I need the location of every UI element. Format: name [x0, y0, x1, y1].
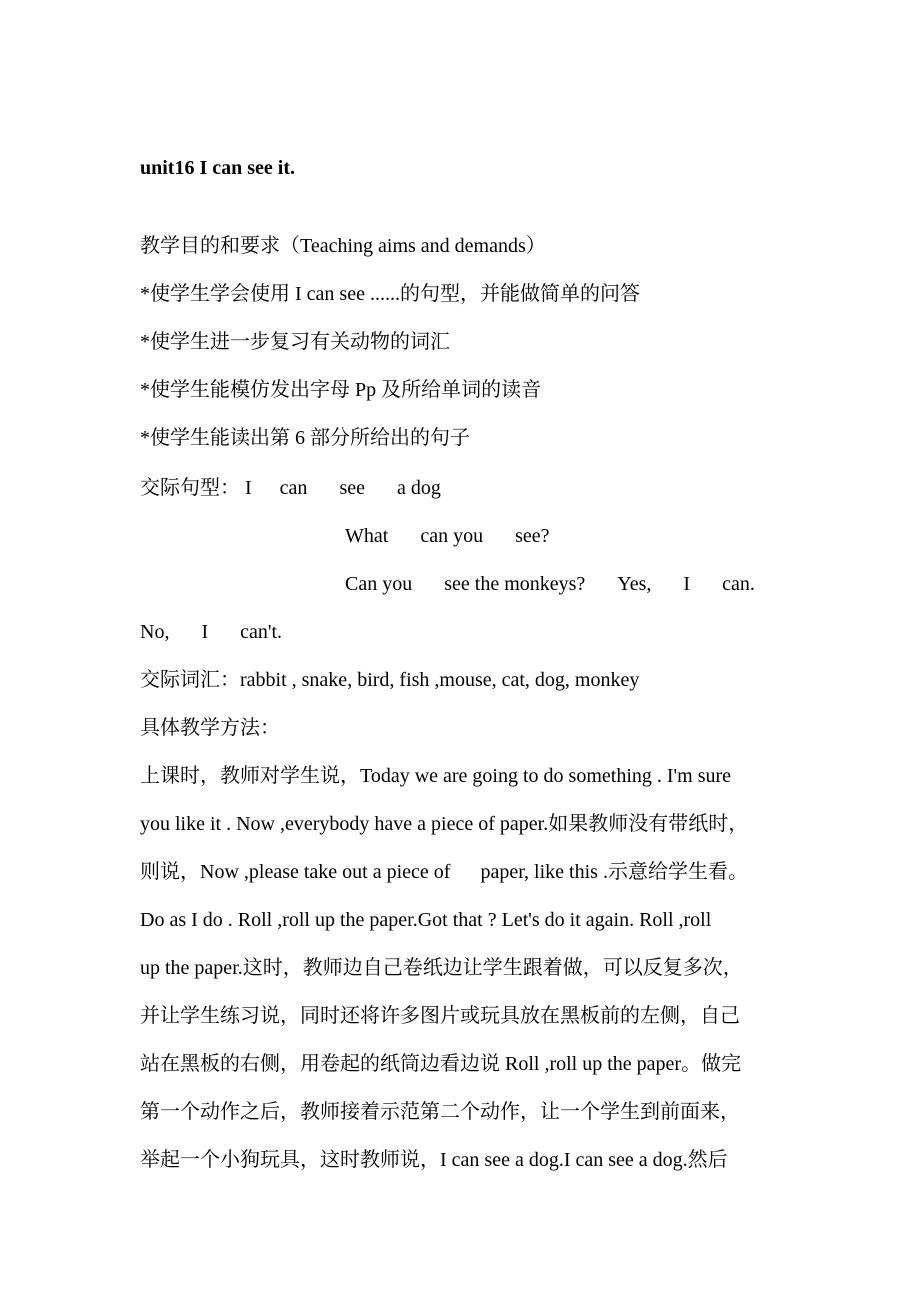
pattern-line-3 — [345, 570, 755, 598]
pattern-word: see — [339, 477, 365, 499]
vocab-label: 交际词汇： — [140, 669, 240, 691]
vocab-line — [140, 666, 639, 694]
method-line: 站在黑板的右侧，用卷起的纸筒边看边说 Roll ,roll up the paper。做完 — [140, 1053, 742, 1075]
method-line: 并让学生练习说，同时还将许多图片或玩具放在黑板前的左侧，自己 — [140, 1005, 740, 1027]
method-line: Do as I do . Roll ,roll up the paper.Got that ? Let's do it again. Roll ,roll — [140, 909, 712, 931]
pattern-label: 交际句型： — [140, 477, 240, 499]
method-line: you like it . Now ,everybody have a piece of paper.如果教师没有带纸时， — [140, 813, 749, 835]
method-heading: 具体教学方法： — [140, 717, 280, 739]
pattern-word: I — [201, 621, 209, 643]
aim-item: *使学生进一步复习有关动物的词汇 — [140, 331, 450, 353]
method-line: 上课时，教师对学生说，Today we are going to do something . I'm sure — [140, 765, 732, 787]
pattern-word: can you — [420, 525, 484, 547]
pattern-word: a dog — [396, 477, 441, 499]
method-line: 举起一个小狗玩具，这时教师说，I can see a dog.I can see a dog.然后 — [140, 1149, 728, 1171]
pattern-line-1 — [140, 474, 441, 502]
method-line: up the paper.这时，教师边自己卷纸边让学生跟着做，可以反复多次， — [140, 957, 743, 979]
aim-item: *使学生能模仿发出字母 Pp 及所给单词的读音 — [140, 379, 542, 401]
aim-item: *使学生能读出第 6 部分所给出的句子 — [140, 427, 470, 449]
pattern-word: I — [245, 477, 252, 499]
pattern-word: can't. — [240, 621, 283, 643]
pattern-word: see? — [515, 525, 550, 547]
document-title: unit16 I can see it. — [140, 157, 295, 179]
pattern-word: see the monkeys? — [444, 573, 586, 595]
method-line: 第一个动作之后，教师接着示范第二个动作，让一个学生到前面来， — [140, 1101, 740, 1123]
pattern-word: What — [345, 525, 389, 547]
pattern-word: Can you — [345, 573, 413, 595]
pattern-word: can — [279, 477, 308, 499]
aim-item: *使学生学会使用 I can see ......的句型，并能做简单的问答 — [140, 283, 640, 305]
pattern-word: I — [683, 573, 691, 595]
pattern-word: No, — [140, 621, 170, 643]
pattern-line-2 — [345, 522, 550, 550]
pattern-line-4 — [140, 618, 282, 646]
method-line: 则说，Now ,please take out a piece of paper, like this .示意给学生看。 — [140, 861, 748, 883]
pattern-word: can. — [722, 573, 755, 595]
aims-heading: 教学目的和要求（Teaching aims and demands） — [140, 235, 546, 257]
vocab-words: rabbit , snake, bird, fish ,mouse, cat, dog, monkey — [240, 669, 640, 691]
pattern-word: Yes, — [617, 573, 652, 595]
